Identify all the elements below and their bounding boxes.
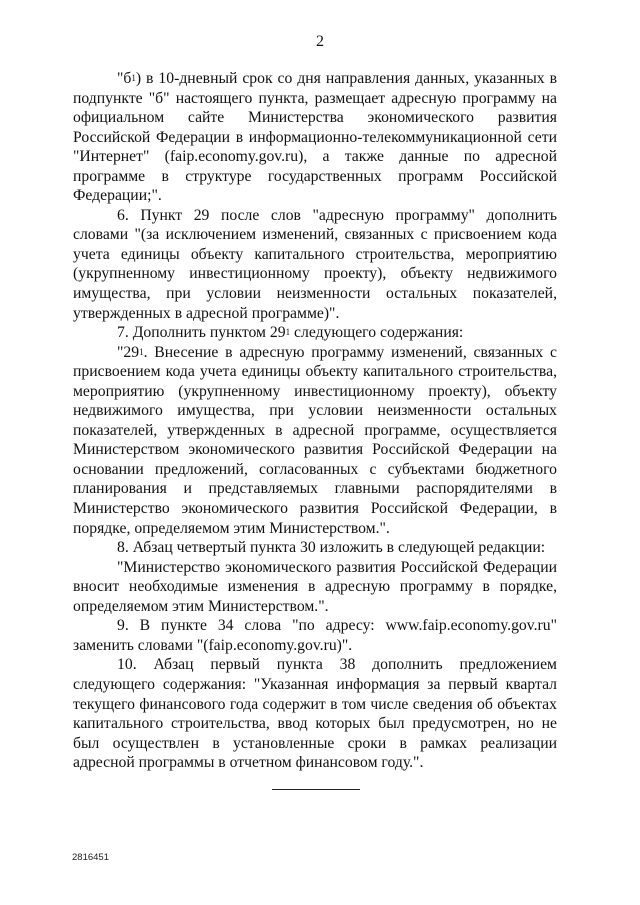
paragraph-b1 <box>73 69 557 206</box>
paragraph-29-1-text: . Внесение в адресную программу изменений, связанных с присвоением кода учета единицы объекту капитального строительства, мероприятию (укрупненному инвестиционному проекту), объекту недвижимого имущества, при условии неизменности остальных показателей, утвержденных в адресной программе, осуществляется Министерством экономического развития Российской Федерации на основании предложений, согласованных с субъектами бюджетного планирования и представляемых главными распорядителями в Министерство экономического развития Российской Федерации, в порядке, определяемом этим Министерством.". <box>73 343 557 537</box>
paragraph-b1-open: "б <box>117 70 132 87</box>
page-number: 2 <box>316 33 324 50</box>
paragraph-item-10: 10. Абзац первый пункта 38 дополнить предложением следующего содержания: "Указанная информация за первый квартал текущего финансового года содержит в том числе сведения об объектах капитального строительства, ввод которых был предусмотрен, но не был осуществлен в установленные сроки в рамках реализации адресной программы в отчетном финансовом году.". <box>73 656 557 772</box>
paragraph-item-7-before: 7. Дополнить пунктом 29 <box>117 324 286 342</box>
end-divider <box>272 789 360 790</box>
paragraph-29-1 <box>73 343 557 538</box>
paragraph-item-8-quote: "Министерство экономического развития Российской Федерации вносит необходимые изменения в адресную программу в порядке, определяемом этим Министерством.". <box>73 558 557 615</box>
superscript: 1 <box>285 327 291 338</box>
paragraph-item-7-after: следующего содержания: <box>290 324 464 342</box>
superscript: 1 <box>139 346 144 357</box>
paragraph-item-9: 9. В пункте 34 слова "по адресу: www.faip.economy.gov.ru" заменить словами "(faip.economy.gov.ru)". <box>73 617 557 654</box>
paragraph-b1-text: ) в 10-дневный срок со дня направления данных, указанных в подпункте "б" настоящего пункта, размещает адресную программу на официальном сайте Министерства экономического развития Российской Федерации в информационно-телекоммуникационной сети "Интернет" (faip.economy.gov.ru), а также данные по адресной программе в структуре государственных программ Российской Федерации;". <box>73 70 557 205</box>
paragraph-item-7 <box>73 323 557 343</box>
superscript: 1 <box>131 73 136 83</box>
paragraph-29-1-open: "29 <box>117 343 140 361</box>
paragraph-item-8: 8. Абзац четвертый пункта 30 изложить в следующей редакции: <box>117 539 546 557</box>
document-code: 2816451 <box>72 852 109 863</box>
document-body <box>73 69 557 773</box>
paragraph-item-6: 6. Пункт 29 после слов "адресную программу" дополнить словами "(за исключением изменений, связанных с присвоением кода учета единицы объекту капитального строительства, мероприятию (укрупненному инвестиционному проекту), объекту недвижимого имущества, при условии неизменности остальных показателей, утвержденных в адресной программе)". <box>73 206 557 322</box>
